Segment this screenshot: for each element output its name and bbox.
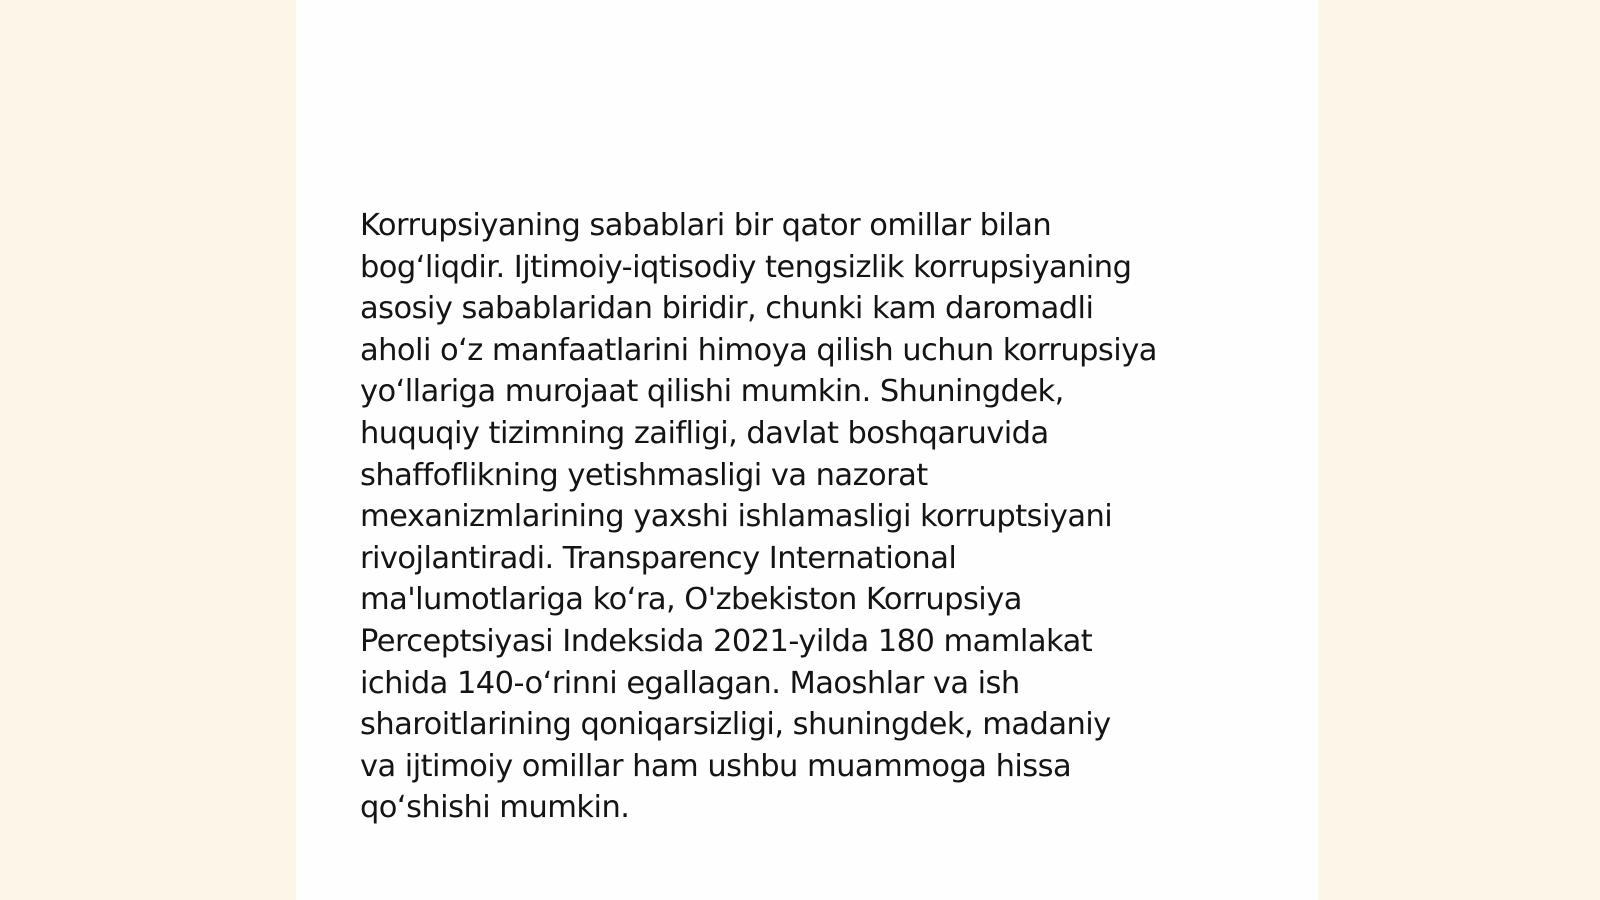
paragraph-line-11: Perceptsiyasi Indeksida 2021-yilda 180 mamlakat: [360, 623, 1093, 659]
paragraph-line-13: sharoitlarining qoniqarsizligi, shuningdek, madaniy: [360, 707, 1111, 743]
paragraph-line-5: yo‘llariga murojaat qilishi mumkin. Shuningdek,: [360, 374, 1064, 410]
paragraph-line-4: aholi o‘z manfaatlarini himoya qilish uchun korrupsiya: [360, 332, 1157, 368]
right-margin-background: [1318, 0, 1600, 900]
paragraph-line-6: huquqiy tizimning zaifligi, davlat boshqaruvida: [360, 415, 1049, 451]
paragraph-line-9: rivojlantiradi. Transparency International: [360, 540, 957, 576]
left-margin-background: [0, 0, 296, 900]
body-paragraph: [360, 205, 1260, 829]
paragraph-line-1: Korrupsiyaning sabablari bir qator omillar bilan: [360, 208, 1052, 243]
paragraph-line-2: bog‘liqdir. Ijtimoiy-iqtisodiy tengsizlik korrupsiyaning: [360, 249, 1132, 285]
paragraph-line-15: qo‘shishi mumkin.: [360, 790, 630, 826]
paragraph-line-3: asosiy sabablaridan biridir, chunki kam daromadli: [360, 291, 1094, 327]
paragraph-line-7: shaffoflikning yetishmasligi va nazorat: [360, 457, 928, 493]
paragraph-line-14: va ijtimoiy omillar ham ushbu muammoga hissa: [360, 748, 1072, 784]
paragraph-line-12: ichida 140-o‘rinni egallagan. Maoshlar va ish: [360, 665, 1020, 701]
paragraph-line-10: ma'lumotlariga ko‘ra, O'zbekiston Korrupsiya: [360, 582, 1022, 618]
paragraph-line-8: mexanizmlarining yaxshi ishlamasligi korruptsiyani: [360, 499, 1113, 535]
